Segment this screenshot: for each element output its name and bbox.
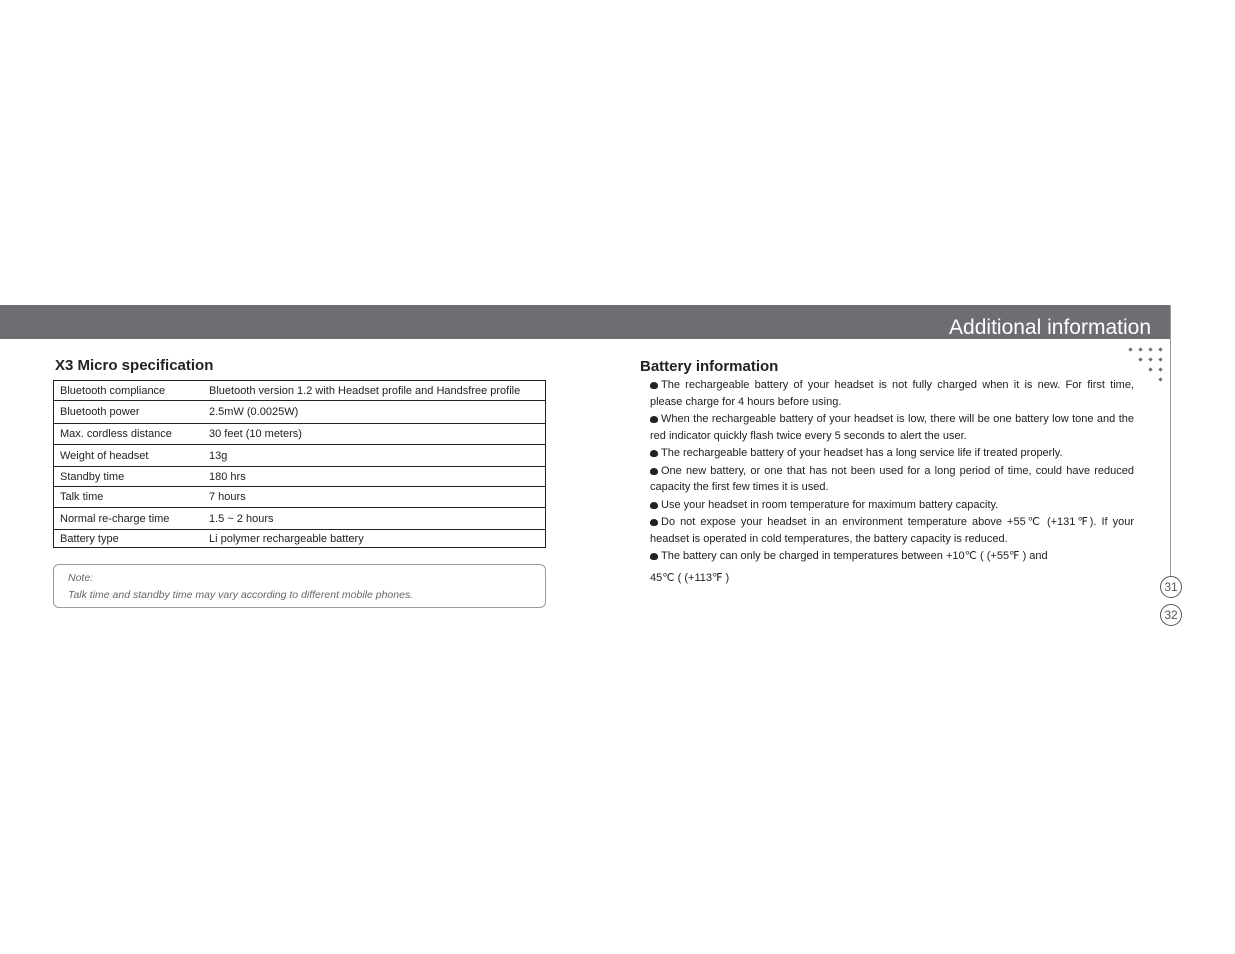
- spec-value: 1.5 ~ 2 hours: [203, 508, 546, 530]
- table-row: [54, 424, 546, 445]
- page-number-right: 32: [1160, 604, 1182, 626]
- spec-value: 2.5mW (0.0025W): [203, 401, 546, 424]
- battery-list: [650, 377, 1134, 587]
- spec-key: Battery type: [60, 532, 119, 545]
- table-row: [54, 467, 546, 487]
- spec-key: Max. cordless distance: [54, 424, 204, 445]
- table-row: [54, 381, 546, 401]
- header-bar: [0, 305, 1171, 339]
- spec-value: Bluetooth version 1.2 with Headset profile and Handsfree profile: [203, 381, 546, 401]
- spec-key: Bluetooth compliance: [54, 381, 204, 401]
- list-item: [650, 411, 1134, 444]
- bullet-icon: [650, 502, 658, 509]
- spec-table: [53, 380, 546, 548]
- list-item: [650, 463, 1134, 496]
- list-item-text: The rechargeable battery of your headset has a long service life if treated properly.: [661, 447, 1063, 459]
- spec-key: Standby time: [54, 467, 204, 487]
- list-item: [650, 548, 1134, 586]
- spec-value: Li polymer rechargeable battery: [209, 532, 364, 545]
- table-row: [54, 508, 546, 530]
- list-item: [650, 514, 1134, 547]
- note-text: Talk time and standby time may vary according to different mobile phones.: [68, 589, 414, 601]
- bullet-icon: [650, 553, 658, 560]
- spec-key: Normal re-charge time: [54, 508, 204, 530]
- bullet-icon: [650, 519, 658, 526]
- note-box: [53, 564, 546, 608]
- spec-value: 7 hours: [203, 487, 546, 508]
- table-row: [54, 401, 546, 424]
- list-item: [650, 377, 1134, 410]
- spec-key: Weight of headset: [54, 445, 204, 467]
- table-row: [54, 530, 546, 548]
- bullet-icon: [650, 416, 658, 423]
- bullet-icon: [650, 450, 658, 457]
- table-row: [54, 487, 546, 508]
- page-number-left: 31: [1160, 576, 1182, 598]
- spec-value: 13g: [203, 445, 546, 467]
- list-item-text: The rechargeable battery of your headset is not fully charged when it is new. For first time, please charge for 4 hours before using.: [650, 379, 1134, 408]
- spec-value: 180 hrs: [203, 467, 546, 487]
- spec-key: Talk time: [54, 487, 204, 508]
- bullet-icon: [650, 382, 658, 389]
- list-item: [650, 445, 1134, 462]
- page-title: Additional information: [949, 316, 1151, 339]
- bullet-icon: [650, 468, 658, 475]
- list-item-text: One new battery, or one that has not been used for a long period of time, could have reduced capacity the first few times it is used.: [650, 464, 1134, 493]
- spec-key: Bluetooth power: [54, 401, 204, 424]
- battery-heading: Battery information: [640, 358, 779, 375]
- margin-rule: [1170, 305, 1171, 578]
- list-item: [650, 497, 1134, 514]
- note-label: Note:: [68, 572, 94, 584]
- table-row: [54, 445, 546, 467]
- list-item-text: Use your headset in room temperature for maximum battery capacity.: [661, 498, 999, 511]
- list-item-text: The battery can only be charged in temperatures between +10℃ ( (+55℉ ) and: [661, 550, 1048, 562]
- list-item-text: Do not expose your headset in an environment temperature above +55℃ (+131℉). If your headset is operated in cold temperatures, the battery capacity is reduced.: [650, 516, 1134, 545]
- spec-heading: X3 Micro specification: [55, 357, 214, 374]
- list-item-text: When the rechargeable battery of your headset is low, there will be one battery low tone and the red indicator quickly flash twice every 5 seconds to alert the user.: [650, 413, 1134, 442]
- spec-value: 30 feet (10 meters): [203, 424, 546, 445]
- list-item-continuation: 45℃ ( (+113℉ ): [650, 571, 730, 584]
